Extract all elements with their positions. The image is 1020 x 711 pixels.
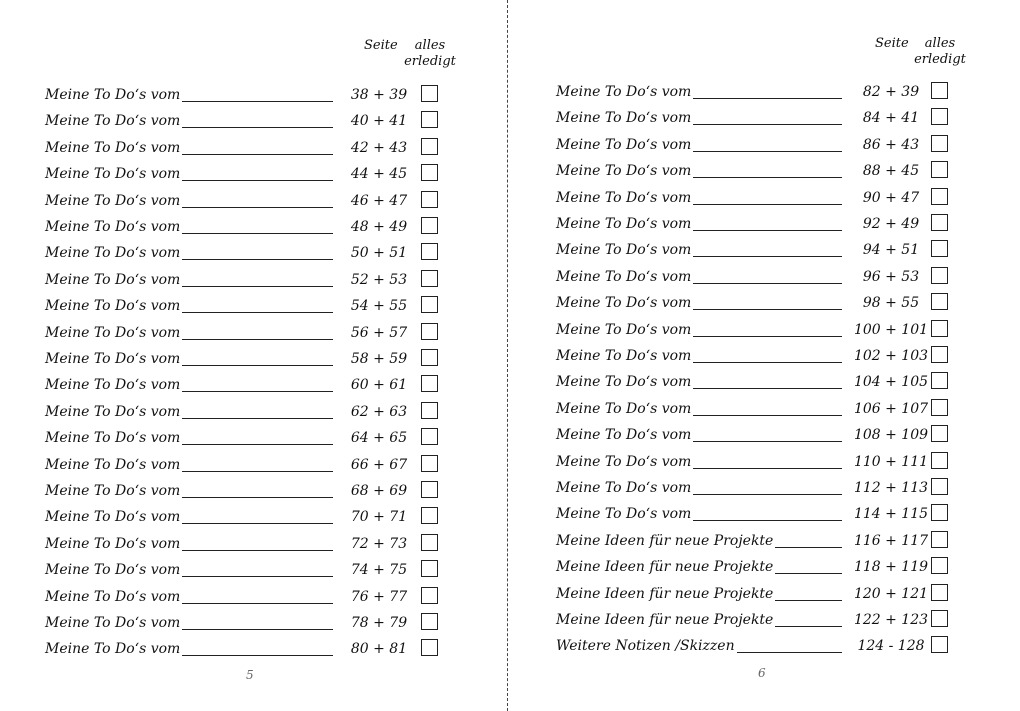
row-label: Weitere Notizen /Skizzen — [556, 638, 735, 655]
done-checkbox[interactable] — [421, 349, 438, 366]
date-line[interactable] — [775, 600, 842, 601]
list-item — [45, 344, 445, 370]
date-line[interactable] — [693, 388, 842, 389]
row-label: Meine To Do‘s vom — [556, 506, 692, 523]
date-line[interactable] — [182, 312, 333, 313]
row-label: Meine To Do‘s vom — [45, 588, 181, 605]
date-line[interactable] — [182, 418, 333, 419]
list-item — [556, 341, 956, 367]
page-range: 114 + 115 — [853, 506, 929, 523]
list-item — [556, 394, 956, 420]
page-range: 50 + 51 — [350, 245, 408, 262]
row-label: Meine To Do‘s vom — [45, 535, 181, 552]
date-line[interactable] — [693, 230, 842, 231]
done-checkbox[interactable] — [421, 323, 438, 340]
done-checkbox[interactable] — [931, 478, 948, 495]
list-item — [556, 130, 956, 156]
done-checkbox[interactable] — [931, 584, 948, 601]
list-item — [45, 212, 445, 238]
date-line[interactable] — [182, 259, 333, 260]
done-checkbox[interactable] — [421, 375, 438, 392]
row-label: Meine To Do‘s vom — [45, 562, 181, 579]
page-range: 104 + 105 — [853, 374, 929, 391]
done-checkbox[interactable] — [931, 425, 948, 442]
page-range: 66 + 67 — [350, 456, 408, 473]
list-item — [556, 156, 956, 182]
date-line[interactable] — [182, 444, 333, 445]
done-checkbox[interactable] — [421, 587, 438, 604]
list-item — [556, 605, 956, 631]
list-item — [556, 367, 956, 393]
list-item — [556, 288, 956, 314]
date-line[interactable] — [693, 415, 842, 416]
page-range: 102 + 103 — [853, 348, 929, 364]
done-checkbox[interactable] — [421, 613, 438, 630]
done-checkbox[interactable] — [421, 270, 438, 287]
done-checkbox[interactable] — [421, 111, 438, 128]
row-label: Meine To Do‘s vom — [45, 483, 181, 499]
row-label: Meine To Do‘s vom — [556, 242, 692, 259]
seite-header: Seite — [875, 36, 909, 51]
list-item — [556, 183, 956, 209]
list-item — [45, 186, 445, 212]
list-item — [556, 473, 956, 499]
row-label: Meine To Do‘s vom — [556, 453, 692, 470]
done-checkbox[interactable] — [421, 296, 438, 313]
row-label: Meine To Do‘s vom — [45, 192, 181, 209]
done-checkbox[interactable] — [931, 135, 948, 152]
page-range: 52 + 53 — [350, 271, 408, 288]
done-checkbox[interactable] — [931, 531, 948, 548]
row-label: Meine To Do‘s vom — [556, 110, 692, 127]
row-label: Meine To Do‘s vom — [556, 400, 692, 417]
date-line[interactable] — [693, 283, 842, 284]
done-checkbox[interactable] — [931, 346, 948, 363]
list-item — [556, 103, 956, 129]
page-range: 38 + 39 — [350, 87, 408, 103]
list-item — [45, 608, 445, 634]
done-checkbox[interactable] — [931, 610, 948, 627]
row-label: Meine To Do‘s vom — [45, 509, 181, 526]
list-item — [556, 631, 956, 657]
done-checkbox[interactable] — [421, 402, 438, 419]
page-range: 112 + 113 — [853, 480, 929, 496]
erledigt-header — [910, 36, 970, 68]
list-item — [45, 582, 445, 608]
list-item — [45, 318, 445, 344]
done-checkbox[interactable] — [421, 428, 438, 445]
done-checkbox[interactable] — [421, 481, 438, 498]
done-checkbox[interactable] — [931, 372, 948, 389]
page-range: 48 + 49 — [350, 219, 408, 235]
page-range: 100 + 101 — [853, 321, 929, 338]
page-range: 122 + 123 — [853, 612, 929, 628]
page-range: 88 + 45 — [862, 163, 920, 180]
page-range: 94 + 51 — [862, 242, 920, 259]
row-label: Meine To Do‘s vom — [45, 456, 181, 473]
row-label: Meine To Do‘s vom — [556, 136, 692, 153]
row-label: Meine To Do‘s vom — [45, 298, 181, 315]
erledigt-header-line2: erledigt — [914, 52, 966, 67]
row-label: Meine To Do‘s vom — [556, 295, 692, 312]
page-range: 110 + 111 — [853, 453, 929, 470]
done-checkbox[interactable] — [421, 560, 438, 577]
list-item — [45, 370, 445, 396]
list-item — [45, 529, 445, 555]
list-item — [45, 159, 445, 185]
done-checkbox[interactable] — [421, 217, 438, 234]
left-page — [0, 0, 505, 711]
done-checkbox[interactable] — [931, 636, 948, 653]
done-checkbox[interactable] — [421, 639, 438, 656]
row-label: Meine To Do‘s vom — [45, 271, 181, 288]
date-line[interactable] — [693, 520, 842, 521]
done-checkbox[interactable] — [421, 164, 438, 181]
list-item — [45, 238, 445, 264]
list-item — [45, 634, 445, 660]
row-label: Meine To Do‘s vom — [45, 219, 181, 235]
list-item — [45, 133, 445, 159]
list-item — [45, 106, 445, 132]
page-range: 108 + 109 — [853, 427, 929, 444]
date-line[interactable] — [693, 494, 842, 495]
list-item — [556, 552, 956, 578]
done-checkbox[interactable] — [931, 214, 948, 231]
page-range: 74 + 75 — [350, 562, 408, 579]
list-item — [45, 555, 445, 581]
page-range: 78 + 79 — [350, 615, 408, 631]
row-label: Meine To Do‘s vom — [45, 245, 181, 262]
list-item — [45, 450, 445, 476]
date-line[interactable] — [693, 98, 842, 99]
date-line[interactable] — [182, 471, 333, 472]
list-item — [556, 526, 956, 552]
list-item — [45, 291, 445, 317]
list-item — [556, 447, 956, 473]
date-line[interactable] — [182, 180, 333, 181]
page-range: 106 + 107 — [853, 400, 929, 417]
done-checkbox[interactable] — [421, 191, 438, 208]
date-line[interactable] — [693, 177, 842, 178]
page-range: 40 + 41 — [350, 113, 408, 130]
row-label: Meine To Do‘s vom — [45, 403, 181, 420]
page-range: 76 + 77 — [350, 588, 408, 605]
page-range: 46 + 47 — [350, 192, 408, 209]
date-line[interactable] — [182, 127, 333, 128]
done-checkbox[interactable] — [421, 85, 438, 102]
date-line[interactable] — [182, 629, 333, 630]
row-label: Meine To Do‘s vom — [556, 321, 692, 338]
row-label: Meine To Do‘s vom — [556, 268, 692, 285]
row-label: Meine To Do‘s vom — [556, 84, 692, 100]
page-divider — [507, 0, 508, 711]
date-line[interactable] — [182, 603, 333, 604]
date-line[interactable] — [693, 151, 842, 152]
date-line[interactable] — [182, 154, 333, 155]
done-checkbox[interactable] — [931, 108, 948, 125]
list-item — [556, 262, 956, 288]
row-label: Meine To Do‘s vom — [45, 324, 181, 341]
row-label: Meine Ideen für neue Projekte — [556, 612, 774, 628]
row-label: Meine To Do‘s vom — [556, 216, 692, 232]
date-line[interactable] — [693, 336, 842, 337]
page-range: 116 + 117 — [853, 532, 929, 549]
date-line[interactable] — [182, 550, 333, 551]
date-line[interactable] — [182, 207, 333, 208]
date-line[interactable] — [182, 523, 333, 524]
row-label: Meine To Do‘s vom — [556, 427, 692, 444]
done-checkbox[interactable] — [931, 82, 948, 99]
page-range: 90 + 47 — [862, 189, 920, 206]
list-item — [556, 420, 956, 446]
page-range: 44 + 45 — [350, 166, 408, 183]
done-checkbox[interactable] — [421, 534, 438, 551]
list-item — [45, 476, 445, 502]
date-line[interactable] — [693, 362, 842, 363]
done-checkbox[interactable] — [931, 452, 948, 469]
page-range: 42 + 43 — [350, 139, 408, 156]
date-line[interactable] — [182, 339, 333, 340]
list-item — [45, 265, 445, 291]
row-label: Meine To Do‘s vom — [45, 87, 181, 103]
done-checkbox[interactable] — [931, 399, 948, 416]
list-item — [556, 579, 956, 605]
row-label: Meine To Do‘s vom — [45, 166, 181, 183]
page-range: 70 + 71 — [350, 509, 408, 526]
done-checkbox[interactable] — [931, 293, 948, 310]
row-label: Meine To Do‘s vom — [45, 377, 181, 394]
date-line[interactable] — [693, 468, 842, 469]
page-range: 96 + 53 — [862, 268, 920, 285]
page-range: 118 + 119 — [853, 559, 929, 576]
list-item — [45, 423, 445, 449]
erledigt-header-line1: alles — [414, 38, 446, 53]
date-line[interactable] — [737, 652, 842, 653]
done-checkbox[interactable] — [421, 243, 438, 260]
done-checkbox[interactable] — [931, 188, 948, 205]
date-line[interactable] — [775, 626, 842, 627]
list-item — [556, 499, 956, 525]
row-label: Meine Ideen für neue Projekte — [556, 559, 774, 576]
page-range: 54 + 55 — [350, 298, 408, 315]
page-range: 80 + 81 — [350, 641, 408, 658]
page-range: 84 + 41 — [862, 110, 920, 127]
page-range: 56 + 57 — [350, 324, 408, 341]
done-checkbox[interactable] — [931, 557, 948, 574]
page-range: 62 + 63 — [350, 403, 408, 420]
done-checkbox[interactable] — [931, 320, 948, 337]
done-checkbox[interactable] — [421, 455, 438, 472]
page-range: 92 + 49 — [862, 216, 920, 232]
date-line[interactable] — [775, 573, 842, 574]
done-checkbox[interactable] — [931, 504, 948, 521]
done-checkbox[interactable] — [931, 240, 948, 257]
page-range: 60 + 61 — [350, 377, 408, 394]
list-item — [45, 397, 445, 423]
list-item — [556, 77, 956, 103]
list-item — [45, 502, 445, 528]
erledigt-header — [400, 38, 460, 70]
list-item — [556, 315, 956, 341]
page-range: 64 + 65 — [350, 430, 408, 447]
row-label: Meine Ideen für neue Projekte — [556, 585, 774, 602]
date-line[interactable] — [182, 365, 333, 366]
date-line[interactable] — [693, 204, 842, 205]
page-range: 72 + 73 — [350, 535, 408, 552]
done-checkbox[interactable] — [421, 507, 438, 524]
date-line[interactable] — [693, 441, 842, 442]
row-label: Meine To Do‘s vom — [45, 139, 181, 156]
done-checkbox[interactable] — [421, 138, 438, 155]
date-line[interactable] — [182, 497, 333, 498]
row-label: Meine To Do‘s vom — [45, 641, 181, 658]
row-label: Meine To Do‘s vom — [45, 615, 181, 631]
page-range: 98 + 55 — [862, 295, 920, 312]
page-range: 124 - 128 — [857, 638, 925, 655]
list-item — [556, 235, 956, 261]
page-range: 120 + 121 — [853, 585, 929, 602]
list-item — [556, 209, 956, 235]
page-range: 58 + 59 — [350, 351, 408, 367]
row-label: Meine To Do‘s vom — [45, 430, 181, 447]
date-line[interactable] — [775, 547, 842, 548]
right-page — [510, 0, 1020, 711]
row-label: Meine To Do‘s vom — [45, 113, 181, 130]
date-line[interactable] — [182, 391, 333, 392]
row-label: Meine To Do‘s vom — [556, 374, 692, 391]
page-number: 6 — [758, 666, 766, 680]
row-label: Meine To Do‘s vom — [45, 351, 181, 367]
date-line[interactable] — [182, 101, 333, 102]
page-number: 5 — [246, 668, 254, 682]
seite-header: Seite — [364, 38, 398, 53]
page-range: 82 + 39 — [862, 84, 920, 100]
row-label: Meine To Do‘s vom — [556, 480, 692, 496]
erledigt-header-line2: erledigt — [404, 54, 456, 69]
row-label: Meine Ideen für neue Projekte — [556, 532, 774, 549]
done-checkbox[interactable] — [931, 267, 948, 284]
row-label: Meine To Do‘s vom — [556, 163, 692, 180]
erledigt-header-line1: alles — [924, 36, 956, 51]
date-line[interactable] — [182, 655, 333, 656]
date-line[interactable] — [693, 309, 842, 310]
date-line[interactable] — [693, 256, 842, 257]
page-range: 68 + 69 — [350, 483, 408, 499]
row-label: Meine To Do‘s vom — [556, 189, 692, 206]
row-label: Meine To Do‘s vom — [556, 348, 692, 364]
date-line[interactable] — [182, 286, 333, 287]
date-line[interactable] — [182, 576, 333, 577]
page-range: 86 + 43 — [862, 136, 920, 153]
done-checkbox[interactable] — [931, 161, 948, 178]
date-line[interactable] — [182, 233, 333, 234]
list-item — [45, 80, 445, 106]
date-line[interactable] — [693, 124, 842, 125]
